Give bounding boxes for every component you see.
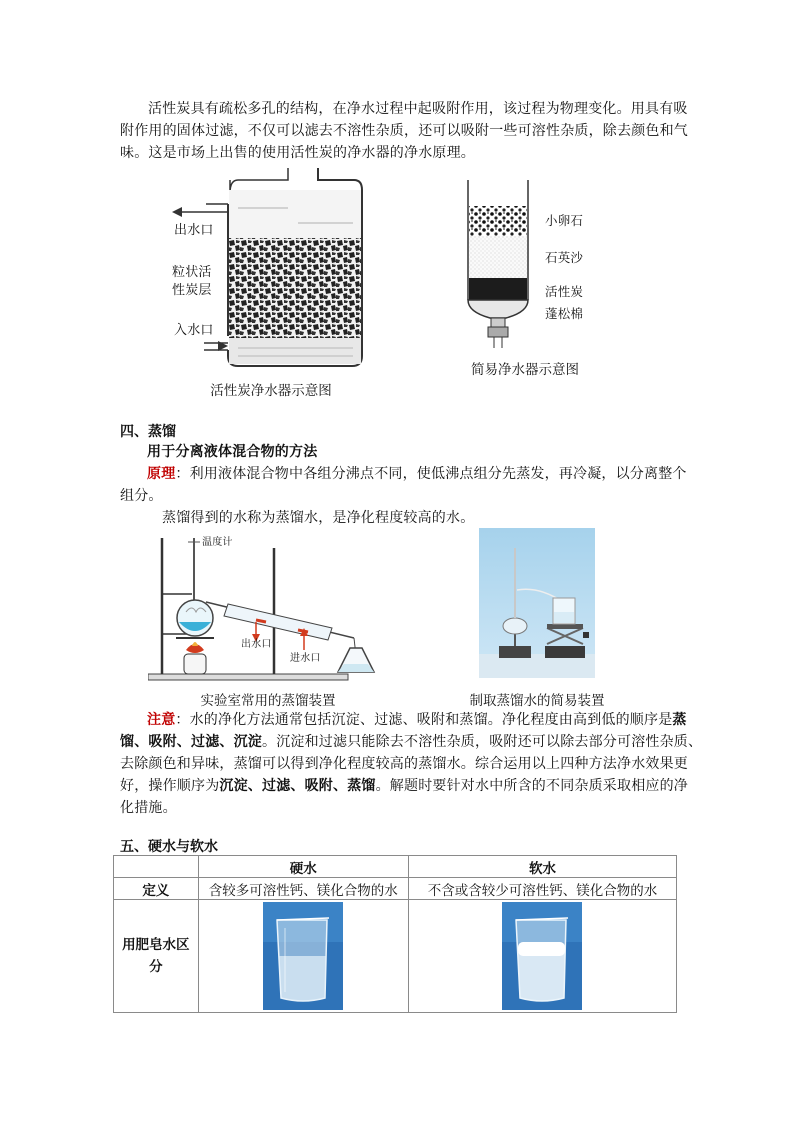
label-inlet: 入水口: [174, 323, 214, 338]
note-line-3: 去除颜色和异味，蒸馏可以得到净化程度较高的蒸馏水。综合运用以上四种方法净水效果更: [120, 756, 688, 772]
principle-line-1: [147, 463, 687, 485]
intro-line-2: 附作用的固体过滤，不仅可以滤去不溶性杂质，还可以吸附一些可溶性杂质，除去颜色和气: [120, 123, 688, 139]
intro-line-1: 活性炭具有疏松多孔的结构，在净水过程中起吸附作用，该过程为物理变化。用具有吸: [148, 101, 688, 117]
intro-line-3: 味。这是市场上出售的使用活性炭的净水器的净水原理。: [120, 145, 475, 161]
note-line-2: [120, 731, 702, 753]
section-4-subheading: 用于分离液体混合物的方法: [147, 444, 318, 460]
section-5-heading: 五、硬水与软水: [120, 839, 218, 855]
hard-water-definition: 含较多可溶性钙、镁化合物的水: [198, 878, 408, 900]
principle-label: 原理: [147, 466, 176, 482]
label-water-outlet: 出水口: [241, 639, 272, 650]
hard-water-photo-cell: [198, 900, 408, 1013]
soft-water-beaker-photo: [502, 902, 582, 1010]
note-text-1-bold: 蒸: [672, 712, 687, 728]
caption-carbon-purifier: 活性炭净水器示意图: [210, 383, 332, 399]
row-label-definition: 定义: [114, 878, 199, 900]
caption-simple-purifier: 简易净水器示意图: [471, 362, 579, 378]
note-line-4: [120, 775, 688, 797]
hard-soft-water-table: [113, 855, 677, 1013]
section-4-heading: 四、蒸馏: [120, 424, 176, 440]
principle-line-2: 组分。: [120, 488, 163, 504]
note-text-2-bold: 馏、吸附、过滤、沉淀: [120, 734, 262, 750]
simple-distillation-photo: [479, 528, 595, 678]
note-text-1: ：水的净化方法通常包括沉淀、过滤、吸附和蒸馏。净化程度由高到低的顺序是: [175, 712, 673, 728]
table-header-row: [114, 856, 677, 878]
soft-water-definition: 不含或含较少可溶性钙、镁化合物的水: [408, 878, 676, 900]
distillation-apparatus-diagram: [148, 534, 388, 688]
label-pebble: 小卵石: [545, 213, 584, 228]
label-cotton: 蓬松棉: [545, 306, 584, 321]
label-thermometer: 温度计: [202, 537, 233, 548]
label-sand: 石英沙: [545, 250, 584, 265]
header-soft-water: 软水: [408, 856, 676, 878]
note-text-4-bold: 沉淀、过滤、吸附、蒸馏: [219, 778, 376, 794]
row-label-soap-test-line-2: 分: [149, 959, 163, 975]
caption-simple-distillation: 制取蒸馏水的简易装置: [469, 693, 605, 709]
label-carbon-1: 粒状活: [172, 265, 212, 280]
header-empty-cell: [114, 856, 199, 878]
note-label: 注意: [147, 712, 176, 728]
label-carbon-2: 性炭层: [172, 283, 212, 298]
soft-water-photo-cell: [408, 900, 676, 1013]
principle-text-1: ：利用液体混合物中各组分沸点不同，使低沸点组分先蒸发，再冷凝，以分离整个: [175, 466, 687, 482]
note-text-4c: 。解题时要针对水中所含的不同杂质采取相应的净: [375, 778, 689, 794]
header-hard-water: 硬水: [198, 856, 408, 878]
distilled-water-text: 蒸馏得到的水称为蒸馏水，是净化程度较高的水。: [162, 510, 475, 526]
note-line-5: 化措施。: [120, 800, 177, 816]
note-text-2: 。沉淀和过滤只能除去不溶性杂质，吸附还可以除去部分可溶性杂质、: [262, 734, 703, 750]
label-activated-carbon: 活性炭: [545, 284, 584, 299]
row-label-soap-test-line-1: 用肥皂水区: [122, 937, 190, 953]
note-text-4a: 好，操作顺序为: [120, 778, 220, 794]
table-row-soap-test: [114, 900, 677, 1013]
row-label-soap-test: [114, 900, 199, 1013]
caption-lab-distillation: 实验室常用的蒸馏装置: [200, 693, 336, 709]
table-row-definition: [114, 878, 677, 900]
note-line-1: [147, 709, 687, 731]
label-outlet: 出水口: [174, 223, 214, 238]
hard-water-beaker-photo: [263, 902, 343, 1010]
label-water-inlet: 进水口: [290, 653, 321, 664]
simple-purifier-diagram: [458, 180, 538, 350]
